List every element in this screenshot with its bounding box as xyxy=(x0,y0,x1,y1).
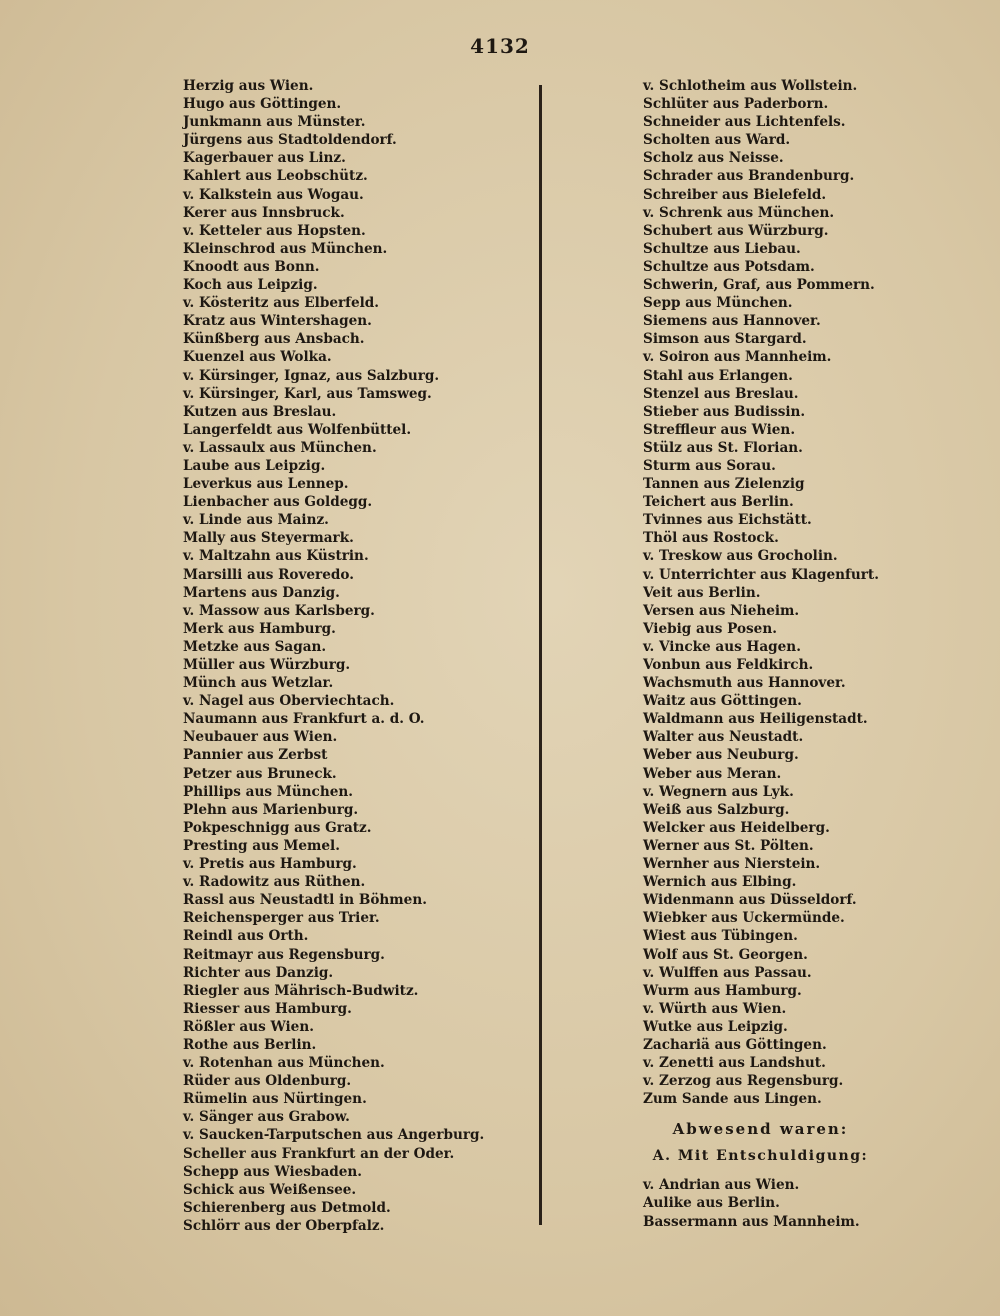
member-entry: Schick aus Weißensee. xyxy=(183,1181,357,1198)
member-entry: Marsilli aus Roveredo. xyxy=(183,566,354,583)
member-entry: v. Lassaulx aus München. xyxy=(183,439,377,456)
member-entry: v. Massow aus Karlsberg. xyxy=(183,602,375,619)
member-entry: Rassl aus Neustadtl in Böhmen. xyxy=(183,892,427,909)
member-entry: Weber aus Neuburg. xyxy=(643,747,799,764)
member-entry: Welcker aus Heidelberg. xyxy=(643,819,830,836)
member-entry: Plehn aus Marienburg. xyxy=(183,801,359,818)
member-entry: Teichert aus Berlin. xyxy=(643,494,794,511)
member-entry: Wachsmuth aus Hannover. xyxy=(643,675,846,692)
member-entry: Naumann aus Frankfurt a. d. O. xyxy=(183,711,425,728)
member-entry: Müller aus Würzburg. xyxy=(183,657,351,673)
member-entry: Schlörr aus der Oberpfalz. xyxy=(183,1217,385,1234)
member-entry: v. Kalkstein aus Wogau. xyxy=(183,186,364,203)
member-entry: Merk aus Hamburg. xyxy=(183,620,336,637)
member-entry: v. Zenetti aus Landshut. xyxy=(643,1055,826,1072)
member-entry: Schultze aus Liebau. xyxy=(643,240,801,257)
member-entry: v. Wegnern aus Lyk. xyxy=(643,783,794,800)
member-entry: Tannen aus Zielenzig xyxy=(643,476,805,493)
member-entry: Stahl aus Erlangen. xyxy=(643,367,793,384)
member-entry: Simson aus Stargard. xyxy=(643,331,807,348)
member-entry: Koch aus Leipzig. xyxy=(183,277,318,294)
member-entry: Presting aus Memel. xyxy=(183,837,340,854)
member-entry: v. Saucken-Tarputschen aus Angerburg. xyxy=(183,1127,485,1144)
member-entry: Scholten aus Ward. xyxy=(643,132,791,149)
member-entry: Rümelin aus Nürtingen. xyxy=(183,1091,367,1108)
member-entry: Kutzen aus Breslau. xyxy=(183,403,337,420)
member-entry: Phillips aus München. xyxy=(183,783,353,800)
member-entry: Martens aus Danzig. xyxy=(183,584,340,601)
member-entry: Petzer aus Bruneck. xyxy=(183,765,337,782)
member-entry: Pannier aus Zerbst xyxy=(183,747,328,764)
member-entry: Schrader aus Brandenburg. xyxy=(643,168,855,185)
member-entry: Riesser aus Hamburg. xyxy=(183,1000,352,1017)
member-entry: Schubert aus Würzburg. xyxy=(643,222,829,239)
left-column xyxy=(183,77,484,1235)
excused-subheading: A. Mit Entschuldigung: xyxy=(652,1148,869,1165)
member-entry: Widenmann aus Düsseldorf. xyxy=(643,892,857,909)
member-entry: Wiest aus Tübingen. xyxy=(643,928,798,945)
member-entry: v. Linde aus Mainz. xyxy=(183,512,329,529)
member-entry: Pokpeschnigg aus Gratz. xyxy=(183,819,372,836)
member-entry: Mally aus Steyermark. xyxy=(183,530,354,547)
member-entry: v. Pretis aus Hamburg. xyxy=(183,856,357,873)
member-entry: Kuenzel aus Wolka. xyxy=(183,349,332,366)
member-entry: Weber aus Meran. xyxy=(643,765,782,782)
member-entry: Thöl aus Rostock. xyxy=(643,530,779,547)
member-entry: Stenzel aus Breslau. xyxy=(643,385,799,402)
member-entry: Wiebker aus Uckermünde. xyxy=(643,910,845,927)
member-entry: Münch aus Wetzlar. xyxy=(183,675,334,692)
member-entry: Vonbun aus Feldkirch. xyxy=(643,657,814,673)
member-entry: Jürgens aus Stadtoldendorf. xyxy=(183,132,397,149)
member-entry: Scheller aus Frankfurt an der Oder. xyxy=(183,1145,455,1162)
member-entry: Veit aus Berlin. xyxy=(643,584,761,601)
member-entry: Künßberg aus Ansbach. xyxy=(183,331,365,348)
member-entry: Walter aus Neustadt. xyxy=(643,729,804,746)
member-entry: v. Zerzog aus Regensburg. xyxy=(643,1073,844,1090)
member-entry: Schneider aus Lichtenfels. xyxy=(643,114,846,131)
member-entry: Kratz aus Wintershagen. xyxy=(183,313,372,330)
member-entry: v. Ketteler aus Hopsten. xyxy=(183,222,366,239)
right-column-entries xyxy=(643,77,879,1108)
member-entry: Langerfeldt aus Wolfenbüttel. xyxy=(183,421,412,438)
member-entry: Hugo aus Göttingen. xyxy=(183,96,342,113)
member-entry: v. Kösteritz aus Elberfeld. xyxy=(183,295,380,312)
member-entry: Scholz aus Neisse. xyxy=(643,150,784,167)
member-entry: Schierenberg aus Detmold. xyxy=(183,1199,391,1216)
member-entry: v. Kürsinger, Ignaz, aus Salzburg. xyxy=(183,367,440,384)
member-entry: Versen aus Nieheim. xyxy=(643,602,800,619)
member-entry: Sepp aus München. xyxy=(643,295,793,312)
member-entry: Werner aus St. Pölten. xyxy=(643,837,814,854)
member-entry: Rößler aus Wien. xyxy=(183,1018,314,1035)
member-entry: Kleinschrod aus München. xyxy=(183,240,388,257)
member-entry: Zachariä aus Göttingen. xyxy=(643,1036,827,1053)
right-column xyxy=(643,77,879,1231)
member-entry: v. Maltzahn aus Küstrin. xyxy=(183,548,369,565)
member-entry: Weiß aus Salzburg. xyxy=(643,801,790,818)
excused-list xyxy=(643,1176,879,1230)
member-entry: Richter aus Danzig. xyxy=(183,964,334,981)
member-entry: v. Radowitz aus Rüthen. xyxy=(183,874,366,891)
absent-heading: Abwesend waren: xyxy=(672,1120,849,1139)
page-number: 4132 xyxy=(470,34,530,58)
member-entry: v. Würth aus Wien. xyxy=(643,1000,787,1017)
member-entry: v. Nagel aus Oberviechtach. xyxy=(183,693,395,710)
member-entry: Wurm aus Hamburg. xyxy=(643,982,802,999)
member-entry: Wutke aus Leipzig. xyxy=(643,1018,788,1035)
member-entry: Metzke aus Sagan. xyxy=(183,638,327,655)
member-entry: Lienbacher aus Goldegg. xyxy=(183,494,373,511)
member-entry: Sturm aus Sorau. xyxy=(643,457,776,474)
column-divider xyxy=(539,85,542,1225)
member-entry: Neubauer aus Wien. xyxy=(183,729,338,746)
member-entry: v. Vincke aus Hagen. xyxy=(643,638,801,655)
member-entry: Reitmayr aus Regensburg. xyxy=(183,946,385,963)
excused-entry: v. Andrian aus Wien. xyxy=(643,1177,800,1194)
member-entry: v. Unterrichter aus Klagenfurt. xyxy=(643,566,879,583)
member-entry: Waitz aus Göttingen. xyxy=(643,693,802,710)
member-entry: Stieber aus Budissin. xyxy=(643,403,806,420)
member-entry: Wernich aus Elbing. xyxy=(643,874,797,891)
member-entry: Kahlert aus Leobschütz. xyxy=(183,168,368,185)
member-entry: Stülz aus St. Florian. xyxy=(643,439,803,456)
member-entry: Laube aus Leipzig. xyxy=(183,457,326,474)
member-entry: Riegler aus Mährisch-Budwitz. xyxy=(183,982,419,999)
member-entry: Schepp aus Wiesbaden. xyxy=(183,1163,363,1180)
member-entry: v. Rotenhan aus München. xyxy=(183,1055,385,1072)
member-entry: Reindl aus Orth. xyxy=(183,928,309,945)
member-entry: Kerer aus Innsbruck. xyxy=(183,204,345,221)
member-entry: Tvinnes aus Eichstätt. xyxy=(643,512,812,529)
member-entry: Viebig aus Posen. xyxy=(643,620,777,637)
member-entry: Knoodt aus Bonn. xyxy=(183,258,320,275)
member-entry: Schwerin, Graf, aus Pommern. xyxy=(643,277,875,294)
member-entry: Schreiber aus Bielefeld. xyxy=(643,186,827,203)
member-entry: Leverkus aus Lennep. xyxy=(183,476,349,493)
member-entry: Junkmann aus Münster. xyxy=(183,114,366,131)
member-entry: v. Schlotheim aus Wollstein. xyxy=(643,78,858,94)
member-entry: Rüder aus Oldenburg. xyxy=(183,1073,352,1090)
member-entry: v. Soiron aus Mannheim. xyxy=(643,349,832,366)
member-entry: Schultze aus Potsdam. xyxy=(643,258,815,275)
member-entry: Reichensperger aus Trier. xyxy=(183,910,380,927)
member-entry: v. Treskow aus Grocholin. xyxy=(643,548,838,565)
member-entry: v. Kürsinger, Karl, aus Tamsweg. xyxy=(183,385,432,402)
member-entry: Wernher aus Nierstein. xyxy=(643,856,821,873)
member-entry: Waldmann aus Heiligenstadt. xyxy=(643,711,868,728)
excused-entry: Bassermann aus Mannheim. xyxy=(643,1213,860,1230)
member-entry: Kagerbauer aus Linz. xyxy=(183,150,346,167)
member-entry: Siemens aus Hannover. xyxy=(643,313,821,330)
member-entry: Schlüter aus Paderborn. xyxy=(643,96,829,113)
member-entry: v. Sänger aus Grabow. xyxy=(183,1109,350,1126)
member-entry: Rothe aus Berlin. xyxy=(183,1036,317,1053)
member-entry: v. Wulffen aus Passau. xyxy=(643,964,812,981)
member-entry: Streffleur aus Wien. xyxy=(643,421,796,438)
member-entry: Herzig aus Wien. xyxy=(183,78,314,94)
member-entry: Wolf aus St. Georgen. xyxy=(643,946,808,963)
member-entry: Zum Sande aus Lingen. xyxy=(643,1091,822,1108)
member-entry: v. Schrenk aus München. xyxy=(643,204,835,221)
excused-entry: Aulike aus Berlin. xyxy=(643,1195,780,1212)
